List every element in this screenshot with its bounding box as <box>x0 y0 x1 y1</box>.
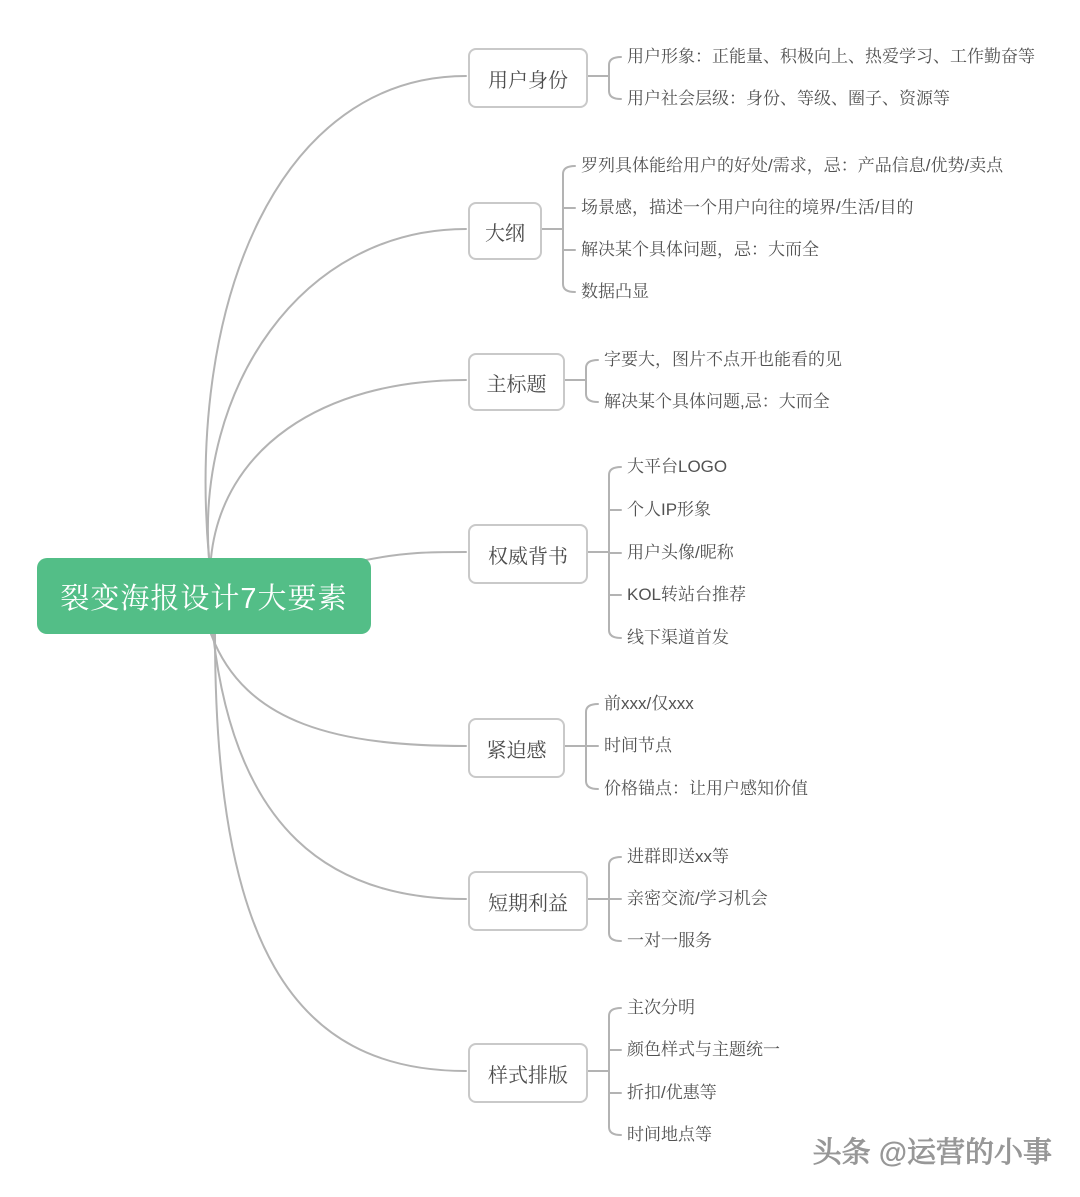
leaf-item: 用户头像/昵称 <box>627 543 734 562</box>
leaf-item: 用户形象：正能量、积极向上、热爱学习、工作勤奋等 <box>627 47 1035 66</box>
curve-to-outline <box>208 229 466 558</box>
leaf-item: 亲密交流/学习机会 <box>627 889 768 908</box>
leaf-item: 大平台LOGO <box>627 457 728 476</box>
bracket-outline <box>538 166 575 292</box>
curve-to-urgency <box>211 634 466 746</box>
leaf-item: 数据凸显 <box>581 282 649 301</box>
leaf-item: 进群即送xx等 <box>627 847 729 866</box>
root-node: 裂变海报设计7大要素 <box>37 558 371 634</box>
curve-to-short-term <box>213 634 466 899</box>
branch-node-main-title: 主标题 <box>468 353 565 411</box>
curve-to-user-identity <box>206 76 466 558</box>
leaf-item: 罗列具体能给用户的好处/需求，忌：产品信息/优势/卖点 <box>581 156 1004 175</box>
leaf-item: 线下渠道首发 <box>627 628 729 647</box>
leaf-item: 主次分明 <box>627 998 695 1017</box>
branch-node-style-layout: 样式排版 <box>468 1043 588 1103</box>
leaf-item: 用户社会层级：身份、等级、圈子、资源等 <box>627 89 950 108</box>
branch-node-short-term-benefit: 短期利益 <box>468 871 588 931</box>
leaf-item: 解决某个具体问题，忌：大而全 <box>581 240 819 259</box>
leaf-item: 价格锚点：让用户感知价值 <box>604 779 808 798</box>
bracket-urgency <box>561 704 598 789</box>
leaf-item: 时间地点等 <box>627 1125 712 1144</box>
curve-to-style-layout <box>215 634 466 1071</box>
leaf-item: 个人IP形象 <box>627 500 712 519</box>
branch-node-user-identity: 用户身份 <box>468 48 588 108</box>
leaf-item: 字要大，图片不点开也能看的见 <box>604 350 842 369</box>
curve-to-main-title <box>211 380 466 558</box>
branch-node-urgency: 紧迫感 <box>468 718 565 778</box>
bracket-user-identity <box>584 57 621 99</box>
leaf-item: 时间节点 <box>604 736 672 755</box>
leaf-item: 解决某个具体问题,忌：大而全 <box>604 392 830 411</box>
bracket-style-layout <box>584 1008 621 1135</box>
leaf-item: 前xxx/仅xxx <box>604 694 694 713</box>
leaf-item: 颜色样式与主题统一 <box>627 1040 780 1059</box>
bracket-short-term <box>584 857 621 941</box>
leaf-item: 一对一服务 <box>627 931 712 950</box>
branch-node-authority-endorsement: 权威背书 <box>468 524 588 584</box>
curve-to-authority <box>366 552 466 560</box>
leaf-item: 场景感，描述一个用户向往的境界/生活/目的 <box>581 198 914 217</box>
watermark-text: 头条 @运营的小事 <box>812 1137 1052 1169</box>
leaf-item: 折扣/优惠等 <box>627 1083 717 1102</box>
bracket-authority <box>584 467 621 638</box>
bracket-main-title <box>561 360 598 402</box>
branch-node-outline: 大纲 <box>468 202 542 260</box>
leaf-item: KOL转站台推荐 <box>627 585 747 604</box>
